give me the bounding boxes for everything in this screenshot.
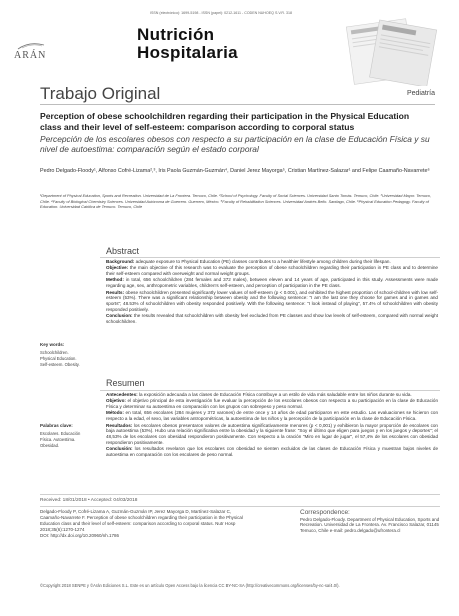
footer-divider	[40, 506, 440, 507]
resumen-resultados-label: Resultados:	[106, 422, 133, 428]
abstract-background: adequate exposure to Physical Education (PE) classes contributes to a healthier lifestyle among children during their lifespan.	[135, 259, 391, 264]
abstract-method-label: Method:	[106, 277, 124, 283]
resumen-antecedentes: la exposición adecuada a las clases de Educación Física contribuye a un estilo de vida más saludable entre los niños durante su vida.	[138, 392, 412, 397]
title-spanish: Percepción de los escolares obesos con respecto a su participación en la clase de Educación Física y su nivel de autoestima: comparación según el estado corporal	[40, 134, 430, 155]
keyword-item: Escolares. Educación	[40, 431, 81, 436]
resumen-metodo-label: Método:	[106, 410, 124, 416]
abstract-background-label: Background:	[106, 259, 135, 264]
resumen-objetivo-label: Objetivo:	[106, 398, 126, 404]
abstract-keywords	[40, 342, 98, 368]
journal-cover-image-icon	[330, 16, 438, 86]
resumen-antecedentes-label: Antecedentes:	[106, 392, 138, 397]
copyright-notice: ©Copyright 2018 SENPE y ©Arán Ediciones S.L. Este es un artículo Open Access bajo la licencia CC BY-NC-SA (http://creativecommons.org/licenses/by-nc-sa/4.0/).	[40, 583, 340, 588]
abstract-objective-label: Objective:	[106, 265, 129, 271]
keyword-item: Schoolchildren.	[40, 350, 69, 355]
resumen-body	[106, 392, 438, 458]
keyword-item: Obesidad.	[40, 443, 60, 448]
keyword-item: Física. Autoestima.	[40, 437, 76, 442]
abstract-conclusion-label: Conclusion:	[106, 313, 133, 319]
journal-title	[137, 26, 252, 62]
resumen-conclusion-label: Conclusión:	[106, 446, 133, 452]
doi-link[interactable]: DOI: http://dx.doi.org/10.20960/nh.1786	[40, 532, 120, 538]
category-label: Pediatría	[406, 90, 435, 97]
abstract-method: in total, 656 schoolchildren (284 females and 372 males), between eleven and 14 years of age, participated in this study. Assessments were made regarding age, sex, anthropometric variables, children's self-esteem, and perception of participation in the PE class.	[106, 277, 438, 289]
journal-title-line1: Nutrición	[137, 25, 215, 44]
section-label: Trabajo Original	[40, 84, 161, 103]
issn-meta: ISSN (electrónico): 1699-5198 - ISSN (papel): 0212-1611 - CODEN NUHOEQ S.V.R. 318	[150, 11, 293, 15]
abstract-results-label: Results:	[106, 289, 125, 295]
keyword-item: Self-esteem. Obesity.	[40, 362, 80, 367]
abstract-conclusion: the results revealed that schoolchildren with obesity feel excluded from PE classes and show low levels of self-esteem, compared with normal weight schoolchildren.	[106, 313, 438, 324]
correspondence-heading: Correspondence:	[300, 509, 350, 516]
footer-divider	[40, 494, 440, 495]
title-english: Perception of obese schoolchildren regarding their participation in the Physical Education class and their level of self-esteem: comparison according to corporal status	[40, 111, 410, 132]
affiliations: ¹Department of Physical Education, Sports and Recreation. Universidad de La Frontera. Temuco, Chile. ²School of Psychology. Faculty of Social Sciences. Universidad Santo Tomás. Temuco, Chile. ³Universidad Mayor. Temuco, Chile. ⁴Faculty of Biological Chemistry Sciences. Universidad Autónoma de Guerrero. Guerrero, México. ⁵Faculty of Rehabilitation Sciences. Universidad Andrés Bello. Santiago, Chile. ⁶Physical Education Pedagogy. Faculty of Education. Universidad Católica de Temuco. Temuco, Chile	[40, 193, 432, 209]
resumen-heading: Resumen	[106, 378, 145, 388]
citation-text: Delgado-Floody P, Cofré-Lizama A, Guzmán-Guzmán IP, Jerez Mayorga D, Martínez-Salazar C, Caamaño-Navarrete F. Perception of obese schoolchildren regarding their participation in the Physical Education class and their level of self-esteem: comparison according to corporal status. Nutr Hosp 2018;35(6):1270-1274	[40, 509, 243, 532]
resumen-divider	[100, 390, 440, 391]
keywords-title: Key words:	[40, 342, 65, 347]
abstract-heading: Abstract	[106, 246, 140, 256]
abstract-results: obese schoolchildren presented significantly lower values of self-esteem (p < 0.001), and exhibited the highest proportion of school-children with low self-esteem (53%). There was a significant relationship between obesity and the following sentence: "I am the last one they choose for games and in games and sports"; 48.53% of schoolchildren with obesity responded positively. With the following sentence: "I look instead of playing", 57.4% of schoolchildren with obesity responded positively.	[106, 289, 438, 312]
resumen-metodo: en total, 656 escolares (284 mujeres y 372 varones) de entre once y 14 años de edad participaron en este estudio. Las evaluaciones se hicieron con respecto a la edad, el sexo, las variables antropométricas, la autoestima de los niños y la percepción de la participación en la clase de Educación Física.	[106, 410, 439, 422]
abstract-body	[106, 259, 438, 325]
abstract-divider	[100, 257, 440, 258]
author-list: Pedro Delgado-Floody¹, Alfonso Cofré-Lizama²,³, Iris Paola Guzmán-Guzmán⁴, Daniel Jerez Mayorga⁵, Cristian Martínez-Salazar¹ and Felipe Caamaño-Navarrete⁶	[40, 168, 430, 174]
resumen-keywords	[40, 423, 98, 449]
resumen-resultados: los escolares obesos presentaron valores de autoestima significativamente menores (p < 0,001) y exhibieron la mayor proporción de escolares con baja autoestima (53%). Hubo una relación significativa entre la obesidad y la siguiente frase: "Soy el último que eligen para juegos y en los juegos y deportes"; el 48,53% de los escolares con obesidad respondieron positivamente. Con respecto a la oración "Miro en lugar de jugar", el 57,4% de los escolares con obesidad respondieron positivamente.	[106, 422, 438, 445]
correspondence-block	[300, 510, 440, 534]
publisher-logo-text: ARÁN	[14, 50, 47, 61]
journal-title-line2: Hospitalaria	[137, 43, 238, 62]
resumen-conclusion: los resultados revelaron que los escolares con obesidad se sienten excluidos de las clases de Educación Física y muestran bajos niveles de autoestima en comparación con los escolares de peso normal.	[106, 446, 438, 457]
abstract-objective: the main objective of this research was to evaluate the perception of obese schoolchildren regarding their participation in PE class and to determine their self-esteem compared with overweight and normal weight groups.	[106, 265, 438, 277]
keyword-item: Physical Education.	[40, 356, 77, 361]
citation-block	[40, 509, 245, 539]
resumen-objetivo: el objetivo principal de esta investigación fue evaluar la percepción de los escolares obesos con respecto a su participación en la clase de Educación Física y determinar su autoestima en comparación con los grupos con sobrepeso y peso normal.	[106, 398, 438, 410]
received-accepted-dates: Received: 18/01/2018 • Accepted: 04/03/2018	[40, 498, 138, 503]
correspondence-body: Pedro Delgado-Floody. Department of Physical Education, Sports and Recreation. Universidad de La Frontera. Av. Francisco Salazar, 01145 Temuco, Chile e-mail: pedro.delgado@ufrontera.cl	[300, 516, 440, 534]
header-divider	[40, 104, 435, 105]
palabras-clave-title: Palabras clave:	[40, 423, 73, 428]
